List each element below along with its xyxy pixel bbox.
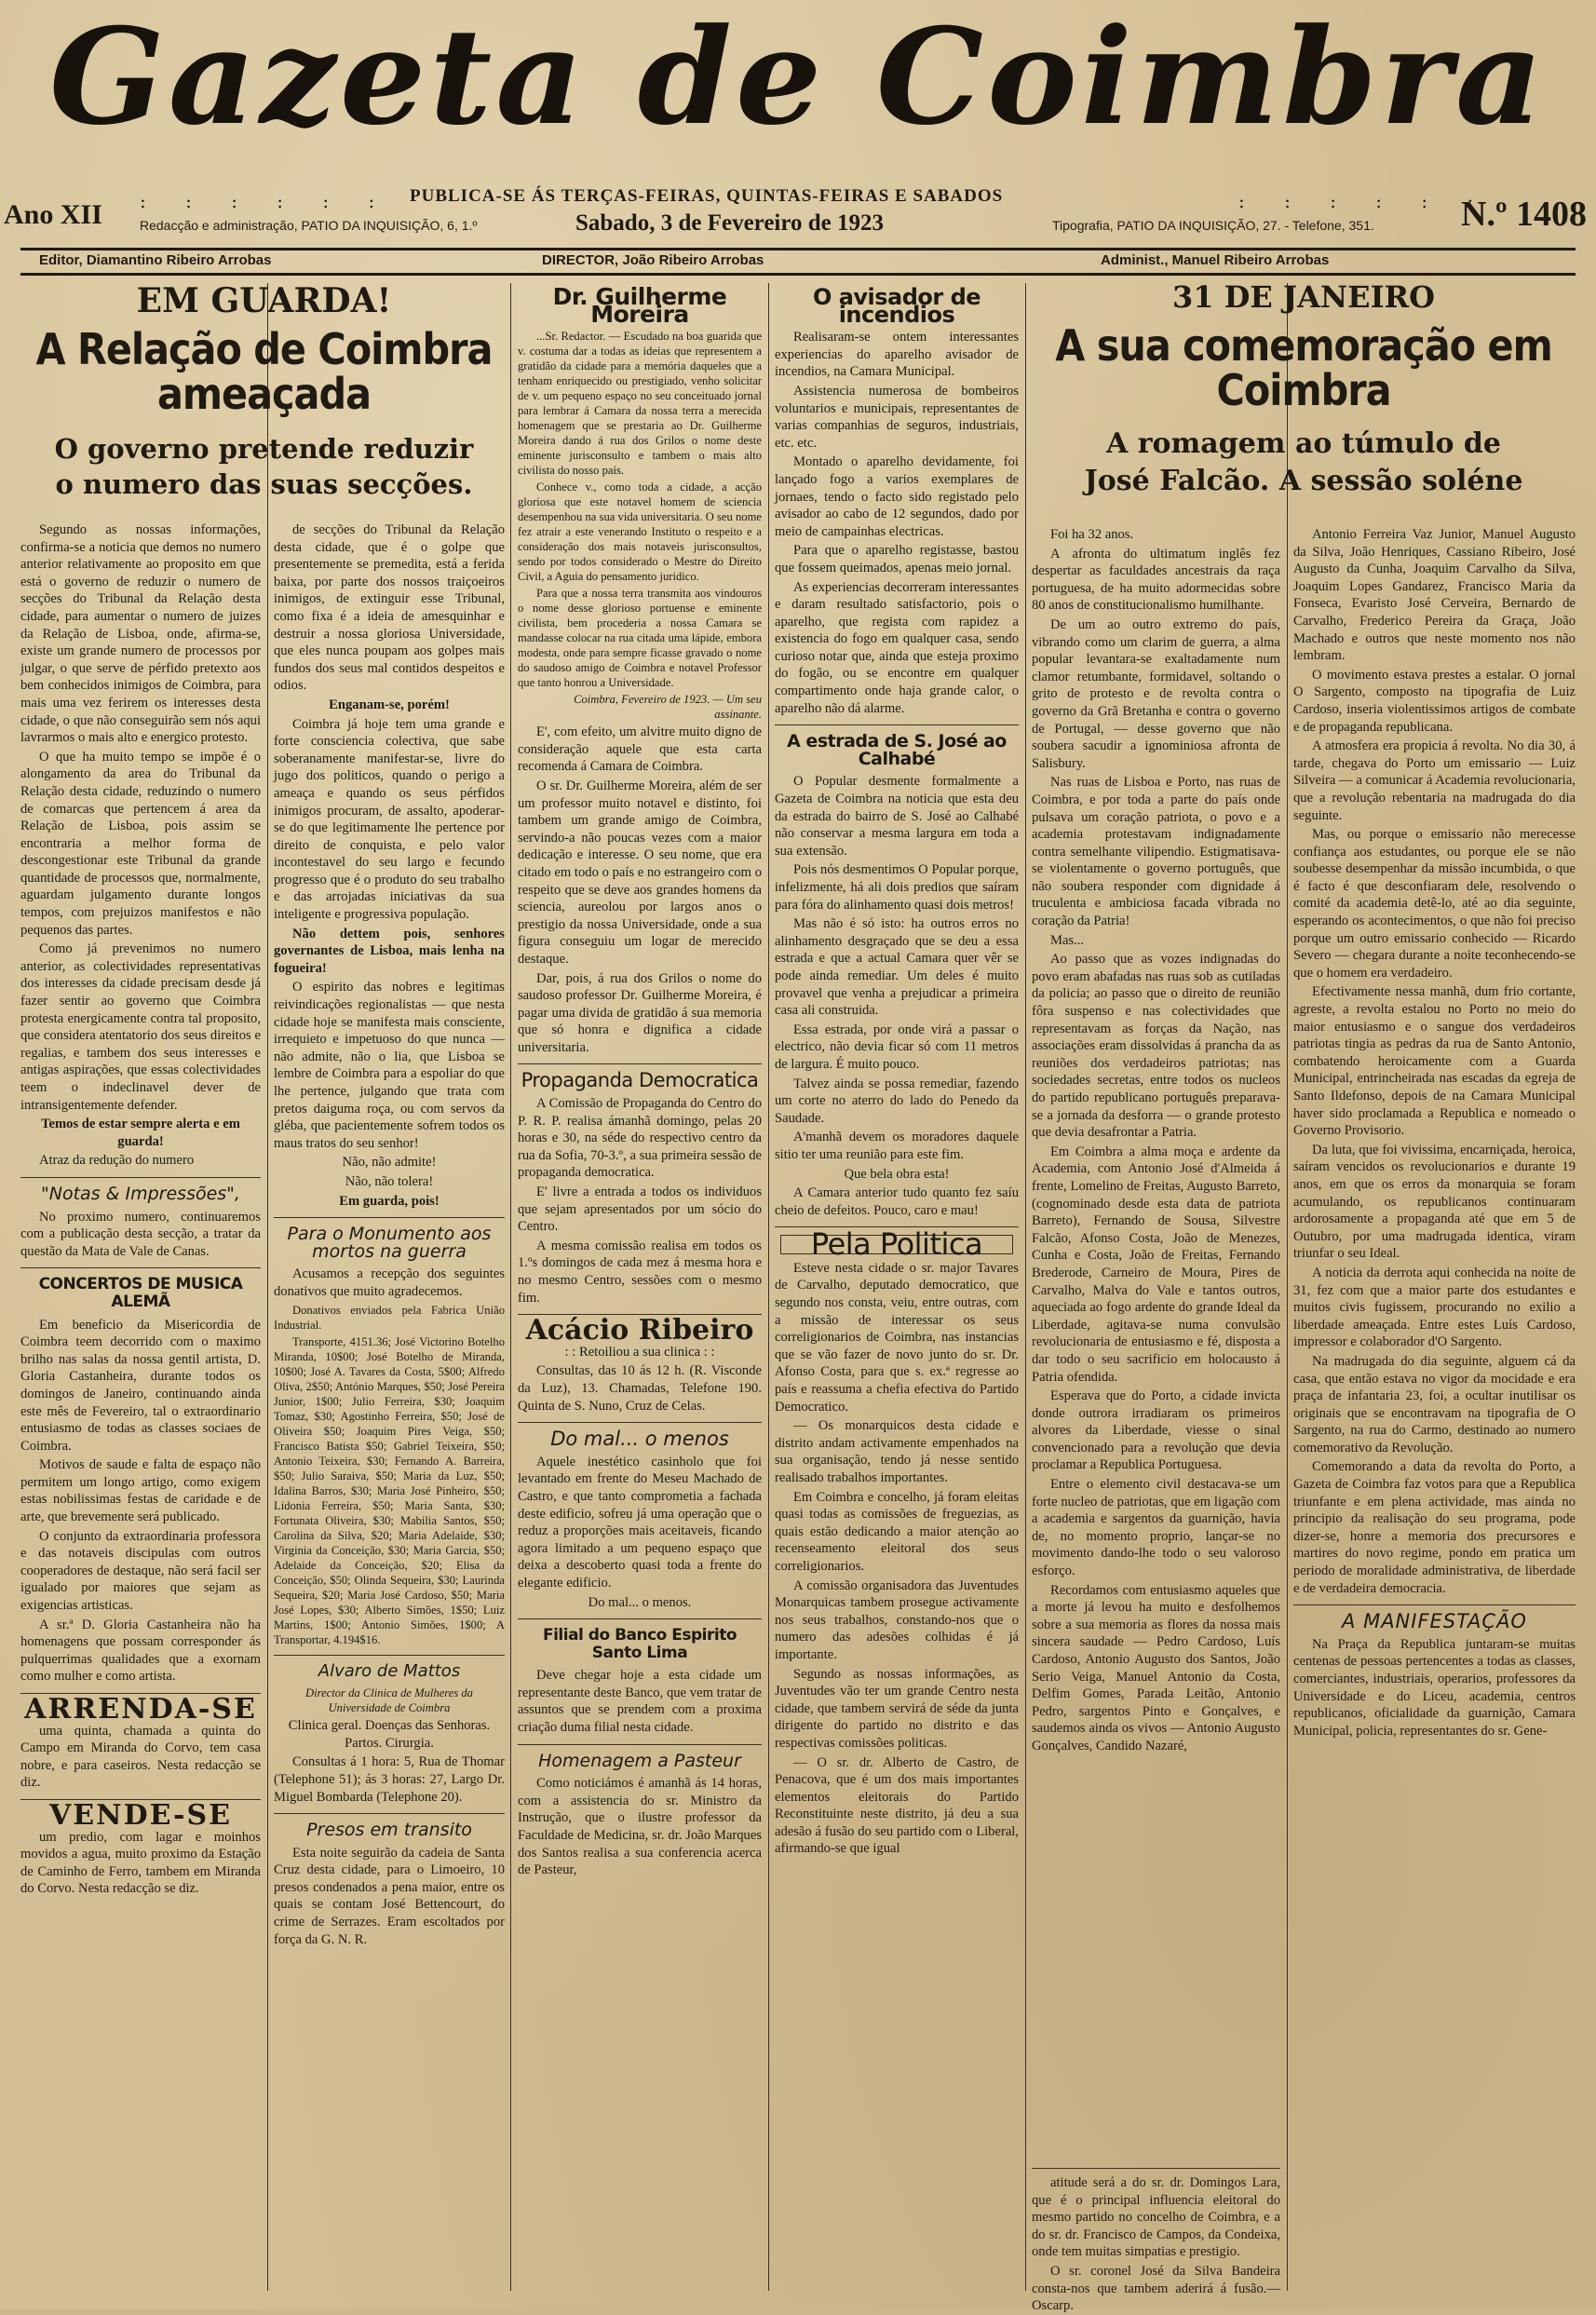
ad-title-arrenda: ARRENDA-SE bbox=[24, 1693, 257, 1726]
paragraph: Na madrugada do dia seguinte, alguem cá da casa, que então estava no vigor da mocidade e era praça de infantaria 23, foi, a ocultar inutilisar os originais que se encontravam na tipografia de O Sargento, na rua do Carmo, destinado ao numero comemorativo da Revolução. bbox=[1293, 1353, 1576, 1455]
anniversary-kicker: 31 DE JANEIRO bbox=[1172, 279, 1435, 315]
ad-text: um predio, com lagar e moinhos movidos a agua, muito proximo da Estação de Caminho de Ferro, tambem em Miranda do Corvo. Nesta redacção se diz. bbox=[20, 1829, 261, 1897]
paragraph: Foi ha 32 anos. bbox=[1050, 527, 1134, 542]
doctor-specialties: Clinica geral. Doenças das Senhoras. Partos. Cirurgia. bbox=[288, 1718, 491, 1751]
masthead bbox=[20, 0, 1576, 177]
paragraph: Mas, ou porque o emissario não merecesse confiança aos estudantes, ou porque ele se não soubesse desempenhar da missão incumbida, o que é facto é que desconfiaram dele, resolvendo o comité da academia detê-lo, até ao dia seguinte, esperando os acontecimentos, o que não foi preciso porque um outro emissario conhecido — Ricardo Severo — chegara durante a noite teconhecendo-se que o homem era verdadeiro. bbox=[1293, 827, 1576, 981]
section-title-estrada: A estrada de S. José ao Calhabé bbox=[787, 731, 1007, 769]
section-title-mal: Do mal... o menos bbox=[550, 1428, 729, 1451]
paragraph: As experiencias decorreram interessantes e daram resultado satisfactorio, pois o aparelho, que regista com rapidez a existencia do fogo em qualquer casa, sendo curioso notar que, ainda que esteja proximo do fogão, ou se encontre em qualquer compartimento onde haja grande calor, o aparelho não dá alarme. bbox=[775, 579, 1019, 716]
column-rule bbox=[510, 283, 511, 2291]
divider bbox=[274, 1813, 505, 1814]
paragraph: Segundo as nossas informações, as Juventudes vão ter um grande Centro nesta cidade, que tambem servirá de séde da junta dirigente do partido no distrito e das respectivas comissões politicas. bbox=[775, 1666, 1019, 1751]
column-rule bbox=[1025, 283, 1026, 2291]
paragraph: Na Praça da Republica juntaram-se muitas centenas de pessoas pertencentes a todas as classes, comerciantes, industriais, operarios, professores da Universidade e do Liceu, academia, centros republicanos, oficialidade da guarnição, Camara Municipal, policia, representantes do sr. Gene- bbox=[1293, 1636, 1576, 1739]
paragraph: E', com efeito, um alvitre muito digno de consideração aquele que esta carta recomenda á Camara de Coimbra. bbox=[518, 724, 762, 775]
paragraph: — O sr. dr. Alberto de Castro, de Penacova, que é um dos mais importantes elementos eleitorais do Partido Reconstituinte neste distrito, já deu a sua adesão á fusão do seu partido com o Liberal, afirmando-se que igual bbox=[775, 1754, 1019, 1857]
paragraph: Em beneficio da Misericordia de Coimbra teem decorrido com o maximo brilho nas salas da nossa gentil artista, D. Gloria Castanheira, durante todos os domingos de Janeiro, continuando ainda este mês de Fevereiro, tal o extraordinario entusiasmo de todas as classes sociaes de Coimbra. bbox=[20, 1317, 261, 1454]
paragraph: O que ha muito tempo se impõe é o alongamento da area do Tribunal da Relação desta cidade, reduzindo o numero de comarcas que pertencem á area da Relação de Lisboa, pois assim se encontraria a melhor forma de descongestionar este Tribunal da grande quantidade de processos que, normalmente, aguardam julgamento durante longos tempos, com prejuizos manifestos e não pequenos das partes. bbox=[20, 749, 261, 938]
paragraph: Não, não admite! bbox=[342, 1155, 437, 1171]
paragraph: Esperava que do Porto, a cidade invicta donde outrora irradiaram os primeiros alvores da Liberdade, viesse o sinal convencionado para a revolução que devia proclamar a Republica Portuguesa. bbox=[1032, 1388, 1280, 1473]
paragraph: A afronta do ultimatum inglês fez despertar as faculdades ancestrais da raça portuguesa, de ha muito adormecidas sobre 80 anos de constitucionalismo humilhante. bbox=[1032, 546, 1280, 614]
paragraph: A'manhã devem os moradores daquele sitio ter uma reunião para este fim. bbox=[775, 1130, 1019, 1162]
periodicity: PUBLICA-SE ÁS TERÇAS-FEIRAS, QUINTAS-FEIRAS E SABADOS bbox=[410, 186, 1004, 206]
section-title-avisador: O avisador de incendios bbox=[812, 284, 981, 328]
anniversary-subhead: A romagem ao túmulo de José Falcão. A sessão soléne bbox=[1084, 427, 1523, 498]
divider bbox=[20, 1177, 261, 1178]
paragraph: A Comissão de Propaganda do Centro do P. R. P. realisa ámanhã domingo, pelas 20 horas e 30, na séde do respectivo centro da rua da Sofia, 70-3.º, a sua primeira sessão de propaganda democratica. bbox=[518, 1096, 762, 1181]
volume-number: Ano XII bbox=[4, 199, 102, 230]
paragraph: O movimento estava prestes a estalar. O jornal O Sargento, composto na tipografia de Luiz Cardoso, inseria violentissimos artigos de combate e de propaganda republicana. bbox=[1293, 667, 1576, 735]
paragraph: O sr. coronel José da Silva Bandeira consta-nos que tambem aderirá á fusão.— Oscarp. bbox=[1032, 2263, 1280, 2314]
paragraph: Comemorando a data da revolta do Porto, a Gazeta de Coimbra faz votos para que a Republica triunfante e em plena actividade, mas ainda no principio da realisação do seu programa, pode dizer-se, honre a memoria dos precursores e martires do novo regime, pondo em pratica um periodo de moralidade administrativa, de liberdade e de verdadeira democracia. bbox=[1293, 1459, 1576, 1596]
anniversary-headline: A sua comemoração em Coimbra bbox=[1055, 319, 1552, 415]
paragraph: Deve chegar hoje a esta cidade um representante deste Banco, que vem tratar de assuntos que se prendem com a proxima criação duma filial nesta cidade. bbox=[518, 1668, 762, 1736]
newspaper-title: Gazeta de Coimbra bbox=[49, 0, 1547, 155]
paragraph: Da luta, que foi vivissima, encarniçada, heroica, saíram vencidos os revolucionarios e durante 19 anos, em que os erros da monarquia se foram acumulando, os republicanos continuaram ardorosamente a propaganda até que em 5 de Outubro, por uma madrugada identica, viram triunfar o seu Ideal. bbox=[1293, 1142, 1576, 1262]
paragraph: Dar, pois, á rua dos Grilos o nome do saudoso professor Dr. Guilherme Moreira, é pagar uma divida de gratidão á sua memoria que só honra e dignifica a cidade universitaria. bbox=[518, 970, 762, 1055]
doctor-address: Consultas á 1 hora: 5, Rua de Thomar (Telephone 51); ás 3 horas: 27, Largo Dr. Miguel Bombarda (Telephone 20). bbox=[274, 1754, 505, 1805]
column-6 bbox=[1293, 526, 1576, 2291]
paragraph: Entre o elemento civil destacava-se um forte nucleo de patriotas, que em ligação com a academia e sargentos da guarnição, havia de, no momento proprio, lançar-se no movimento dando-lhe todo o seu valoroso esforço. bbox=[1032, 1477, 1280, 1579]
dots-right: : : : : : : bbox=[1238, 190, 1491, 212]
paragraph: De um ao outro extremo do país, vibrando como um clarim de guerra, a alma popular levantara-se exaltadamente num clamor retumbante, formidavel, soltando o grito de protesto e de revolta contra o governo da Grã Bretanha e contra o governo de Portugal, — desse governo que não soubera sacudir a ignominiosa afronta de Salisbury. bbox=[1032, 616, 1280, 771]
paragraph: Enganam-se, porém! bbox=[329, 697, 450, 712]
paragraph: Esteve nesta cidade o sr. major Tavares de Carvalho, deputado democratico, que segundo nos consta, veiu, entre outras, com a missão de interessar os seus correligionarios de Coimbra, nas instancias que se vão fazer de novo junto do sr. Dr. Afonso Costa, para que s. ex.ª regresse ao país e reassuma a chefia efectiva do Partido Democratico. bbox=[775, 1260, 1019, 1415]
section-title-pasteur: Homenagem a Pasteur bbox=[538, 1750, 741, 1771]
lead-subhead: O governo pretende reduzir o numero das suas secções. bbox=[54, 433, 474, 501]
paragraph: A sr.ª D. Gloria Castanheira não ha homenagens que possam corresponder ás pulquerrimas qualidades que a exornam como mulher e como artista. bbox=[20, 1617, 261, 1685]
section-title-propaganda: Propaganda Democratica bbox=[521, 1069, 759, 1092]
donation-list: Transporte, 4151.36; José Victorino Botelho Miranda, 10$00; José Botelho de Miranda, 10$00; José A. Tavares da Costa, 5$00; Alfredo Oliva, 2$50; António Marques, $50; José Pereira Junior, 1$00; Julio Ferreira, $30; Joaquim Tomaz, $30; Agostinho Ferreira, $50; José de Oliveira $50; Joaquim Pires Veiga, $50; Francisco Batista $50; Gabriel Teixeira, $50; Antonio Teixeira, $30; Fernando A. Barreira, $50; Julio Saraiva, $50; Maria da Luz, $50; Idalina Barros, $30; Maria José Pinheiro, $50; Lidonia Ferreira, $50; Maria Santa, $30; Fortunata Oliveira, $30; Mabilia Santos, $50; Carolina da Silva, $20; Maria Adelaide, $30; Virginia da Conceição, $30; Maria Garcia, $50; Adelaide da Conceição, $20; Elisa da Conceição, $50; Olinda Sequeira, $30; Laurinda Sequeira, $20; Maria José Cardoso, $50; Maria José Lopes, $30; Alberto Simões, 1$50; Luiz Martins, 1$00; Antonio Simões, 1$00; A Transportar, 4.194$16. bbox=[274, 1334, 505, 1646]
divider bbox=[518, 1422, 762, 1423]
redaction-address: Redacção e administração, PATIO DA INQUISIÇÃO, 6, 1.º bbox=[140, 218, 478, 233]
issue-number: N.º 1408 bbox=[1461, 195, 1587, 234]
divider bbox=[775, 724, 1019, 725]
paragraph: Não dettem pois, senhores governantes de Lisboa, mais lenha na fogueira! bbox=[274, 926, 505, 976]
column-rule bbox=[267, 283, 268, 2291]
paragraph: O conjunto da extraordinaria professora e das notaveis discipulas com outros cooperadores de destaque, não será facil ser igualado por maiores que sejam as exigencias artisticas. bbox=[20, 1528, 261, 1614]
lead-headline: A Relação de Coimbra ameaçada bbox=[35, 323, 493, 419]
section-title-presos: Presos em transito bbox=[306, 1820, 472, 1841]
paragraph: de secções do Tribunal da Relação desta cidade, que é o golpe que presentemente se premedita, está a ferida baixa, por parte dos nossos traiçoeiros inimigos, de extinguir esse Tribunal, como fixa é a ideia de amesquinhar e destruir a nossa gloriosa Universidade, que eles nunca poupam aos golpes mais fundos dos seus mal contidos despeitos e odios. bbox=[274, 522, 505, 694]
politica-continuation bbox=[1032, 2168, 1280, 2314]
staff-bar bbox=[20, 248, 1576, 276]
administrator: Administ., Manuel Ribeiro Arrobas bbox=[1101, 252, 1330, 268]
paragraph: Conhece v., como toda a cidade, a acção gloriosa que este notavel homem de sciencia desempenhou na sua vida universitaria. O seu nome fez atrair a este venerando Instituto o respeito e a consideração dos mais notaveis jurisconsultos, sendo por todos considerado o Mestre do Direito Civil, a Aguia do pensamento juridico. bbox=[518, 481, 762, 584]
divider bbox=[20, 1267, 261, 1268]
divider bbox=[1293, 1604, 1576, 1605]
director: DIRECTOR, João Ribeiro Arrobas bbox=[542, 252, 764, 268]
anniversary-header bbox=[1032, 279, 1576, 525]
column-rule bbox=[768, 283, 769, 2291]
paragraph: O sr. Dr. Guilherme Moreira, além de ser um professor muito notavel e distinto, foi tambem um grande amigo de Coimbra, servindo-a não poucas vezes com a maior dedicação e interesse. O seu nome, que era citado em todo o país e no estrangeiro com o respeito que se deve aos grandes homens da sciencia, aureolou por largos anos o prestigio da nossa Universidade, onde a sua figura conseguiu um logar de merecido destaque. bbox=[518, 778, 762, 967]
divider bbox=[518, 1744, 762, 1745]
paragraph: Essa estrada, por onde virá a passar o electrico, não devia ficar só com 11 metros de largura. É muito pouco. bbox=[775, 1022, 1019, 1072]
paragraph: Em Coimbra a alma moça e ardente da Academia, com Antonio José d'Almeida á frente, Lomelino de Freitas, Augusto Barreto, (cognominado desde esta data de patriota Barreto), Fernando de Sousa, Silvestre Falcão, Afonso Costa, João de Menezes, Cunha e Costa, João de Freitas, Fernando Brederode, Carneiro de Moura, Pires de Carvalho, Malva do Vale e tantos outros, aqueciada ao fogo ardente do grande Ideal da Liberdade, agitava-se numa convulsão revolucionaria de entusiasmo e fé, disposta a dar todo o seu sacrificio em holocausto á Patria ofendida. bbox=[1032, 1144, 1280, 1385]
lead-kicker: EM GUARDA! bbox=[136, 281, 392, 320]
paragraph: Como já prevenimos no numero anterior, as colectividades representativas dos interesses da cidade precisam desde já fazer sentir ao governo que Coimbra protesta energicamente contra tal proposito, que considera atentatorio dos seus direitos e regalias, e tambem dos seus interesses e antigas aspirações, que essas colectividades teem o indeclinavel dever de intransigentemente defender. bbox=[20, 941, 261, 1113]
editor: Editor, Diamantino Ribeiro Arrobas bbox=[39, 252, 272, 268]
ad-title-acacio: Acácio Ribeiro bbox=[525, 1314, 754, 1347]
paragraph: Do mal... o menos. bbox=[588, 1594, 692, 1610]
paragraph: Efectivamente nessa manhã, dum frio cortante, agreste, a revolta estalou no Porto no meio do maior entusiasmo e o sangue dos verdadeiros patriotas tingia as pedras da rua de Santo Antonio, combatendo heroicamente com a Guarda Municipal, entrincheirada nas escadas da egreja de Santo Ildefonso, depois de na Camara Municipal haver sido proclamada a Republica e nomeado o Governo Provisorio. bbox=[1293, 984, 1576, 1139]
paragraph: Assistencia numerosa de bombeiros voluntarios e municipais, representantes de varias companhias de seguros, industriais, etc. etc. bbox=[775, 383, 1019, 451]
paragraph: Como noticiámos é amanhã ás 14 horas, com a assistencia do sr. Ministro da Instrução, que o ilustre professor da Faculdade de Medicina, sr. dr. João Marques dos Santos realisa a sua conferencia acerca de Pasteur, bbox=[518, 1776, 762, 1878]
section-title-filial: Filial do Banco Espirito Santo Lima bbox=[542, 1626, 737, 1662]
paragraph: Segundo as nossas informações, confirma-se a noticia que demos no numero anterior relativamente ao proposito em que está o governo de reduzir o numero de secções do Tribunal da Relação desta cidade, para aumentar o numero de juizes da Relação de Lisboa, onde, afirma-se, existe um grande numero de processos por julgar, o que serve de pérfido pretexto aos bem conhecidos inimigos de Coimbra, para mais uma vez ferirem os interesses desta cidade, o que não conseguirão sem nós aqui lavrarmos o mais alto e energico protesto. bbox=[20, 522, 261, 746]
signature: Coimbra, Fevereiro de 1923. — Um seu assinante. bbox=[574, 693, 762, 722]
paragraph: O espirito das nobres e legitimas reivindicações regionalistas — que nesta cidade hoje se manifesta mais consciente, irrequieto e impetuoso do que nunca — não admite, não o lia, que Lisboa se lembre de Coimbra para a espoliar do que lhe pertence, julgando que trata com pretos daiguma roça, ou com servos da gléba, que pacientemente sofrem todos os maus tratos do seu senhor! bbox=[274, 980, 505, 1151]
column-3 bbox=[518, 283, 762, 2291]
paragraph: Acusamos a recepção dos seguintes donativos que muito agradecemos. bbox=[274, 1266, 505, 1299]
issue-date: Sabado, 3 de Fevereiro de 1923 bbox=[575, 210, 885, 236]
paragraph: A Camara anterior tudo quanto fez saíu cheio de defeitos. Pouco, caro e mau! bbox=[775, 1185, 1019, 1218]
publication-row bbox=[0, 183, 1596, 248]
section-title-concertos: CONCERTOS DE MUSICA ALEMÃ bbox=[38, 1275, 243, 1311]
section-title-monumento: Para o Monumento aos mortos na guerra bbox=[287, 1224, 492, 1262]
column-2 bbox=[274, 521, 505, 2291]
paragraph: — Os monarquicos desta cidade e distrito andam activamente empenhados na sua organisação, tendo já nesse sentido realisado trabalhos importantes. bbox=[775, 1418, 1019, 1485]
paragraph: Para que o aparelho registasse, bastou que fossem queimados, apenas meio jornal. bbox=[775, 543, 1019, 575]
column-5 bbox=[1032, 526, 1280, 2170]
paragraph: Temos de estar sempre alerta e em guarda! bbox=[41, 1117, 240, 1149]
doctor-role: Director da Clinica de Mulheres da Universidade de Coimbra bbox=[305, 1686, 473, 1715]
paragraph: Aquele inestético casinholo que foi levantado em frente do Meseu Machado de Castro, e que tanto comprometia a fachada deste edificio, sofreu já uma operação que o reduz a proporções mais aceitaveis, ficando agora limitado a um pequeno espaço que deixa a descoberto quasi toda a frente do elegante edificio. bbox=[518, 1454, 762, 1591]
paragraph: Pois nós desmentimos O Popular porque, infelizmente, há ali dois predios que saíram para fóra do alinhamento quasi dois metros! bbox=[775, 862, 1019, 913]
paragraph: Motivos de saude e falta de espaço não permitem um longo artigo, como exigem estas nobilissimas festas de caridade e de arte, que brevemente será publicado. bbox=[20, 1457, 261, 1525]
paragraph: Não, não tolera! bbox=[345, 1173, 434, 1189]
ad-text: Consultas, das 10 ás 12 h. (R. Visconde da Luz), 13. Chamadas, Telefone 190. Quinta de S. Nuno, Cruz de Celas. bbox=[518, 1363, 762, 1414]
paragraph: Coimbra já hoje tem uma grande e forte consciencia colectiva, que sabe soberanamente manifestar-se, livre do jugo dos politicos, quando o perigo a ameaça e quando os seus pérfidos inimigos procuram, de assalto, apoderar-se do que legitimamente lhe pertence por direito de conquista, e pelo valor incontestavel do seu largo e fecundo progresso que é o produto do seu trabalho e das arrojadas iniciativas da sua inteligente e progressiva população. bbox=[274, 716, 505, 923]
section-title-guilherme: Dr. Guilherme Moreira bbox=[552, 283, 727, 328]
paragraph: Mas... bbox=[1050, 932, 1085, 948]
divider bbox=[274, 1217, 505, 1218]
divider bbox=[274, 1655, 505, 1656]
column-4 bbox=[775, 283, 1019, 2291]
paragraph: Atraz da redução do numero bbox=[39, 1153, 195, 1169]
paragraph: A mesma comissão realisa em todos os 1.ºs domingos de cada mez á mesma hora e no mesmo Centro, sessões com o mesmo fim. bbox=[518, 1238, 762, 1306]
paragraph: Em Coimbra e concelho, já foram eleitas quasi todas as comissões de freguezias, as quais estão dedicando a maior atenção ao recenseamento eleitoral dos seus correligionarios. bbox=[775, 1489, 1019, 1574]
paragraph: No proximo numero, continuaremos com a publicação desta secção, a tratar da questão da Mata de Vale de Canas. bbox=[20, 1209, 261, 1259]
section-title-politica: Pela Politica bbox=[780, 1235, 1013, 1254]
printing-address: Tipografia, PATIO DA INQUISIÇÃO, 27. - Telefone, 351. bbox=[1052, 218, 1374, 233]
paragraph: A comissão organisadora das Juventudes Monarquicas tambem prosegue activamente nos seus trabalhos, constando-nos que o numero das adesões colhidas é já importante. bbox=[775, 1577, 1019, 1662]
divider bbox=[518, 1618, 762, 1619]
paragraph: Para que a nossa terra transmita aos vindouros o nome desse glorioso portuense e eminente civilista, bem procederia a nossa Camara se mandasse colocar na rua citada uma lápide, embora modesta, onde para sempre ficasse gravado o nome do saudoso amigo de Coimbra e notavel Professor que tanto honrou a Universidade. bbox=[518, 587, 762, 690]
ad-subtitle: : : Retoiliou a sua clinica : : bbox=[564, 1344, 715, 1360]
paragraph: Realisaram-se ontem interessantes experiencias do aparelho avisador de incendios, na Camara Municipal. bbox=[775, 330, 1019, 380]
paragraph: Mas não é só isto: ha outros erros no alinhamento desgraçado que se deu a essa estrada e que a actual Camara quer vêr se pode ainda remediar. Um deles é muito provavel que venha a prejudicar a primeira casa ali construida. bbox=[775, 916, 1019, 1019]
ad-title-vende: VENDE-SE bbox=[49, 1798, 232, 1832]
column-rule bbox=[1287, 283, 1288, 2291]
paragraph: Ao passo que as vozes indignadas do povo eram abafadas nas ruas sob as cutiladas da policia; ao passo que o direito de reunião fôra suspenso e nas colectividades que representavam as forças da Nação, nas associações eram dissolvidas á prancha da as reuniões dos verdadeiros patriotas; nas sociedades secretas, entre todos os nucleos do partido republicano português preparava-se a jornada da desforra — o grande protesto que devia desafrontar a Patria. bbox=[1032, 952, 1280, 1141]
paragraph: Recordamos com entusiasmo aqueles que a morte já levou ha muito e desfolhemos sobre a sua memoria as flores da nossa mais sincera saudade — Pedro Cardoso, Luís Cardoso, Antonio Augusto dos Santos, João Serio Veiga, Manuel Antonio da Costa, Delfim Gomes, Parada Leitão, Antonio Pedro, sargentos Pinto e Gonçalves, e saudemos ainda os vivos — Antonio Augusto Gonçalves, Candido Nazaré, bbox=[1032, 1582, 1280, 1753]
paragraph: Esta noite seguirão da cadeia de Santa Cruz desta cidade, para o Limoeiro, 10 presos condenados a pena maior, entre os quais se contam José Bettencourt, do crime de Serrazes. Eram escoltados por força da G. N. R. bbox=[274, 1845, 505, 1947]
doctor-name: Alvaro de Mattos bbox=[318, 1660, 461, 1681]
paragraph: Donativos enviados pela Fabrica União Industrial. bbox=[274, 1303, 505, 1332]
paragraph: Talvez ainda se possa remediar, fazendo um corte no aterro do lado do Penedo da Saudade. bbox=[775, 1076, 1019, 1126]
column-1 bbox=[20, 521, 261, 2291]
dots-left: : : : : : : bbox=[140, 190, 392, 212]
section-title-notas: "Notas & Impressões", bbox=[41, 1183, 240, 1204]
paragraph: Em guarda, pois! bbox=[339, 1193, 440, 1209]
paragraph: Nas ruas de Lisboa e Porto, nas ruas de Coimbra, e por toda a parte do país onde pulsava um coração patriota, o povo e a academia protestavam indignadamente contra semelhante vilipendio. Estigmatisava-se violentamente o governo português, que não soubera responder com dignidade á truculenta e ambiciosa facada vibrada no coração da Patria! bbox=[1032, 775, 1280, 929]
paragraph: Montado o aparelho devidamente, foi lançado fogo a varios exemplares de jornaes, tendo o facto sido registado pelo avisador ao cabo de 12 segundos, dado por meio de campainhas electricas. bbox=[775, 454, 1019, 539]
paragraph: O Popular desmente formalmente a Gazeta de Coimbra na noticia que esta deu da estrada do bairro de S. José ao Calhabé não conservar a mesma largura em toda a sua extensão. bbox=[775, 774, 1019, 859]
lead-story-header bbox=[20, 283, 507, 525]
paragraph: Que bela obra esta! bbox=[844, 1166, 950, 1182]
paragraph: atitude será a do sr. dr. Domingos Lara, que é o principal influencia eleitoral do mesmo partido no concelho de Coimbra, e a do sr. dr. Francisco de Campos, da Condeixa, onde tem muitas simpatias e prestigio. bbox=[1032, 2175, 1280, 2260]
ad-text: uma quinta, chamada a quinta do Campo em Miranda do Corvo, tem casa nobre, e para caseiros. Nesta redacção se diz. bbox=[20, 1723, 261, 1791]
paragraph: Antonio Ferreira Vaz Junior, Manuel Augusto da Silva, João Henriques, Cassiano Ribeiro, José Augusto da Cunha, Joaquim Carvalho da Silva, Joaquim Lopes Gandarez, Francisco Maria da Fonseca, Evaristo José Cerveira, Bernardo de Carvalho, Frederico Pereira da Graça, João Machado e outros que neste momento nos não lembram. bbox=[1293, 527, 1576, 664]
paragraph: E' livre a entrada a todos os individuos que sejam apresentados por um sócio do Centro. bbox=[518, 1185, 762, 1235]
paragraph: ...Sr. Redactor. — Escudado na boa guarida que v. costuma dar a todas as ideias que representem a gratidão da cidade para a memória daqueles que a tenham enriquecido ou prestigiado, venho solicitar de v. um pequeno espaço no seu conceituado jornal para lembrar á Camara da nossa terra a merecida homenagem que se prestaria ao Dr. Guilherme Moreira dando á rua dos Grilos o nome deste eminente jurisconsulto e tambem o mais alto civilista do nosso país. bbox=[518, 330, 762, 478]
paragraph: A noticia da derrota aqui conhecida na noite de 31, fez com que a maior parte dos estudantes e muitos civis fugissem, procurando no exilio a liberdade ameaçada. Entre estes Luís Cardoso, impressor e colaborador d'O Sargento. bbox=[1293, 1265, 1576, 1350]
divider bbox=[518, 1063, 762, 1064]
section-title-manifestacao: A MANIFESTAÇÃO bbox=[1342, 1610, 1527, 1633]
paragraph: A atmosfera era propicia á revolta. No dia 30, á tarde, chegava do Porto um emissario — Luiz Silveira — a comunicar á Academia revolucionaria, que a revolução rebentaria na madrugada do dia seguinte. bbox=[1293, 738, 1576, 823]
